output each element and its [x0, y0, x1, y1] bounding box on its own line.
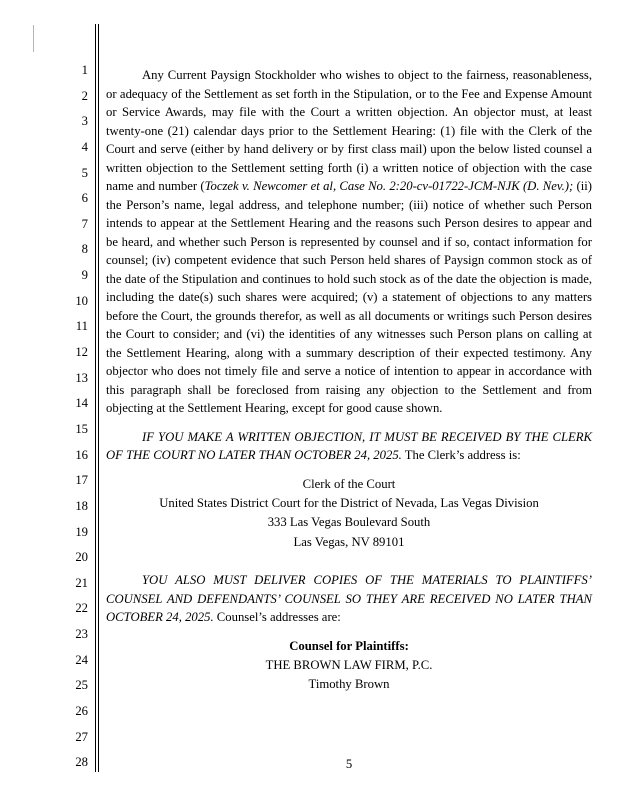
- counsel-firm-name: THE BROWN LAW FIRM, P.C.: [265, 658, 433, 673]
- objection-deadline-emphasis: IF YOU MAKE A WRITTEN OBJECTION, IT MUST BE RECEIVED BY THE CLERK OF THE COURT NO LATER THAN OCTOBER 24, 2025.: [106, 429, 592, 462]
- line-number: 28: [75, 755, 88, 770]
- left-margin-line: [33, 25, 34, 52]
- line-number: 5: [81, 165, 88, 180]
- line-number: 2: [81, 88, 88, 103]
- line-number: 7: [81, 216, 88, 231]
- court-address-line: 333 Las Vegas Boulevard South: [267, 515, 431, 530]
- line-number: 1: [81, 63, 88, 77]
- delivery-deadline-emphasis: YOU ALSO MUST DELIVER COPIES OF THE MATERIALS TO PLAINTIFFS’ COUNSEL AND DEFENDANTS’ COUNSEL SO THEY ARE RECEIVED NO LATER THAN OCTOBER 24, 2025.: [106, 573, 592, 625]
- line-number: 13: [75, 370, 88, 385]
- line-number: 11: [75, 319, 88, 334]
- court-address-line: Las Vegas, NV 89101: [293, 534, 405, 549]
- court-address-block: [106, 475, 592, 553]
- line-number: 16: [75, 447, 88, 462]
- clerk-address-intro: The Clerk’s address is:: [401, 448, 521, 462]
- line-number-column: [56, 62, 88, 780]
- line-number: 4: [81, 139, 88, 154]
- document-content: [106, 66, 592, 714]
- objection-procedure-paragraph: [106, 66, 592, 418]
- line-number: 23: [75, 627, 88, 642]
- line-number: 20: [75, 550, 88, 565]
- objection-paragraph-text: Any Current Paysign Stockholder who wishes to object to the fairness, reasonableness, or adequacy of the Settlement as set forth in the Stipulation, or to the Fee and Expense Amount or Service Awards, may file with the Court a written objection. An objector must, at least twenty-one (21) calendar days prior to the Settlement Hearing: (1) file with the Clerk of the Court and serve (either by hand delivery or by first class mail) upon the below listed counsel a written objection to the Settlement setting forth (i) a written notice of objection with the case name and number (: [106, 68, 592, 193]
- line-number: 18: [75, 498, 88, 513]
- line-number: 19: [75, 524, 88, 539]
- line-number: 8: [81, 242, 88, 257]
- line-number: 25: [75, 678, 88, 693]
- counsel-attorney-name: Timothy Brown: [308, 677, 390, 692]
- plaintiffs-counsel-block: [106, 637, 592, 695]
- objection-paragraph-continuation: (ii) the Person’s name, legal address, and telephone number; (iii) notice of whether such Person intends to appear at the Settlement Hearing and the reasons such Person desires to appear and be heard, and whether such Person is represented by counsel and if so, contact information for counsel; (iv) competent evidence that such Person held shares of Paysign common stock as of the date of the Stipulation and continues to hold such stock as of the date the objection is made, including the date(s) such shares were acquired; (v) a statement of objections to any matters before the Court, the grounds therefor, as well as all documents or writings such Person desires the Court to consider; and (vi) the identities of any witnesses such Person plans on calling at the Settlement Hearing, along with a summary description of their expected testimony. Any objector who does not timely file and serve a notice of intention to appear in accordance with this paragraph shall be foreclosed from raising any objection to the Settlement and from objecting at the Settlement Hearing, except for good cause shown.: [106, 179, 592, 415]
- case-citation: Toczek v. Newcomer et al, Case No. 2:20-cv-01722-JCM-NJK (D. Nev.);: [204, 179, 574, 193]
- line-number: 15: [75, 421, 88, 436]
- line-number: 26: [75, 704, 88, 719]
- line-number: 6: [81, 191, 88, 206]
- page-number: 5: [345, 757, 353, 771]
- line-number: 22: [75, 601, 88, 616]
- court-address-line: United States District Court for the District of Nevada, Las Vegas Division: [159, 495, 539, 510]
- line-number: 3: [81, 114, 88, 129]
- line-number: 14: [75, 396, 88, 411]
- written-objection-deadline-notice: [106, 428, 592, 465]
- line-number: 17: [75, 473, 88, 488]
- line-number: 9: [81, 268, 88, 283]
- line-number: 27: [75, 729, 88, 744]
- court-address-line: Clerk of the Court: [302, 476, 396, 491]
- line-number: 10: [75, 293, 88, 308]
- counsel-addresses-intro: Counsel’s addresses are:: [213, 610, 341, 625]
- counsel-heading: Counsel for Plaintiffs:: [289, 638, 409, 653]
- line-number: 24: [75, 652, 88, 667]
- pleading-double-rule: [95, 24, 99, 772]
- copies-delivery-notice: [106, 571, 592, 627]
- line-number: 21: [75, 575, 88, 590]
- line-number: 12: [75, 345, 88, 360]
